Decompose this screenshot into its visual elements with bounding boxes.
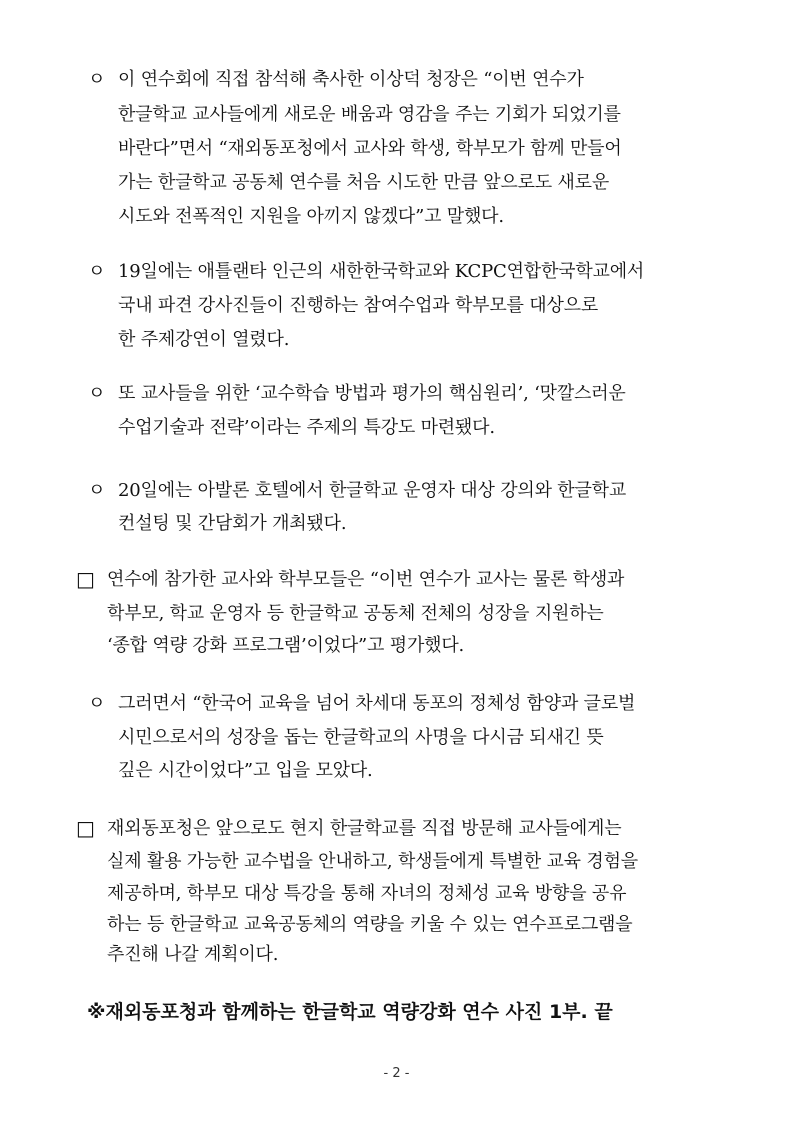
paragraph-line: 재외동포청은 앞으로도 현지 한글학교를 직접 방문해 교사들에게는 (107, 818, 622, 839)
paragraph-line: 국내 파견 강사진들이 진행하는 참여수업과 학부모를 대상으로 (118, 295, 599, 316)
paragraph-line: 깊은 시간이었다”고 입을 모았다. (118, 760, 373, 781)
circle-bullet: ㅇ (88, 383, 106, 404)
paragraph-line: 학부모, 학교 운영자 등 한글학교 공동체 전체의 성장을 지원하는 (107, 603, 604, 624)
square-bullet: □ (76, 567, 95, 591)
paragraph-line: 제공하며, 학부모 대상 특강을 통해 자녀의 정체성 교육 방향을 공유 (107, 883, 627, 904)
page-number: - 2 - (383, 1066, 410, 1081)
paragraph-line: 또 교사들을 위한 ‘교수학습 방법과 평가의 핵심원리’, ‘맛깔스러운 (118, 383, 626, 404)
paragraph-line: 컨설팅 및 간담회가 개최됐다. (118, 513, 347, 534)
paragraph-line: 바란다”면서 “재외동포청에서 교사와 학생, 학부모가 함께 만들어 (118, 138, 622, 159)
paragraph-line: 그러면서 “한국어 교육을 넘어 차세대 동포의 정체성 함양과 글로벌 (118, 693, 636, 714)
paragraph-line: 수업기술과 전략’이라는 주제의 특강도 마련됐다. (118, 417, 495, 438)
circle-bullet: ㅇ (88, 693, 106, 714)
paragraph-line: 시도와 전폭적인 지원을 아끼지 않겠다”고 말했다. (118, 206, 504, 227)
paragraph-line: ‘종합 역량 강화 프로그램’이었다”고 평가했다. (107, 635, 465, 656)
paragraph-line: 연수에 참가한 교사와 학부모들은 “이번 연수가 교사는 물론 학생과 (107, 569, 625, 590)
circle-bullet: ㅇ (88, 69, 106, 90)
attachment-note: ※재외동포청과 함께하는 한글학교 역량강화 연수 사진 1부. 끝 (87, 1001, 613, 1023)
paragraph-line: 시민으로서의 성장을 돕는 한글학교의 사명을 다시금 되새긴 뜻 (118, 727, 604, 748)
paragraph-line: 19일에는 애틀랜타 인근의 새한한국학교와 KCPC연합한국학교에서 (118, 261, 645, 282)
paragraph-line: 가는 한글학교 공동체 연수를 처음 시도한 만큼 앞으로도 새로운 (118, 172, 610, 193)
paragraph-line: 이 연수회에 직접 참석해 축사한 이상덕 청장은 “이번 연수가 (118, 69, 584, 90)
circle-bullet: ㅇ (88, 480, 106, 501)
paragraph-line: 20일에는 아발론 호텔에서 한글학교 운영자 대상 강의와 한글학교 (118, 480, 627, 501)
paragraph-line: 하는 등 한글학교 교육공동체의 역량을 키울 수 있는 연수프로그램을 (107, 914, 633, 935)
circle-bullet: ㅇ (88, 261, 106, 282)
paragraph-line: 추진해 나갈 계획이다. (107, 944, 279, 965)
paragraph-line: 한 주제강연이 열렸다. (118, 329, 290, 350)
square-bullet: □ (76, 816, 95, 840)
paragraph-line: 한글학교 교사들에게 새로운 배움과 영감을 주는 기회가 되었기를 (118, 104, 621, 125)
paragraph-line: 실제 활용 가능한 교수법을 안내하고, 학생들에게 특별한 교육 경험을 (107, 851, 638, 872)
